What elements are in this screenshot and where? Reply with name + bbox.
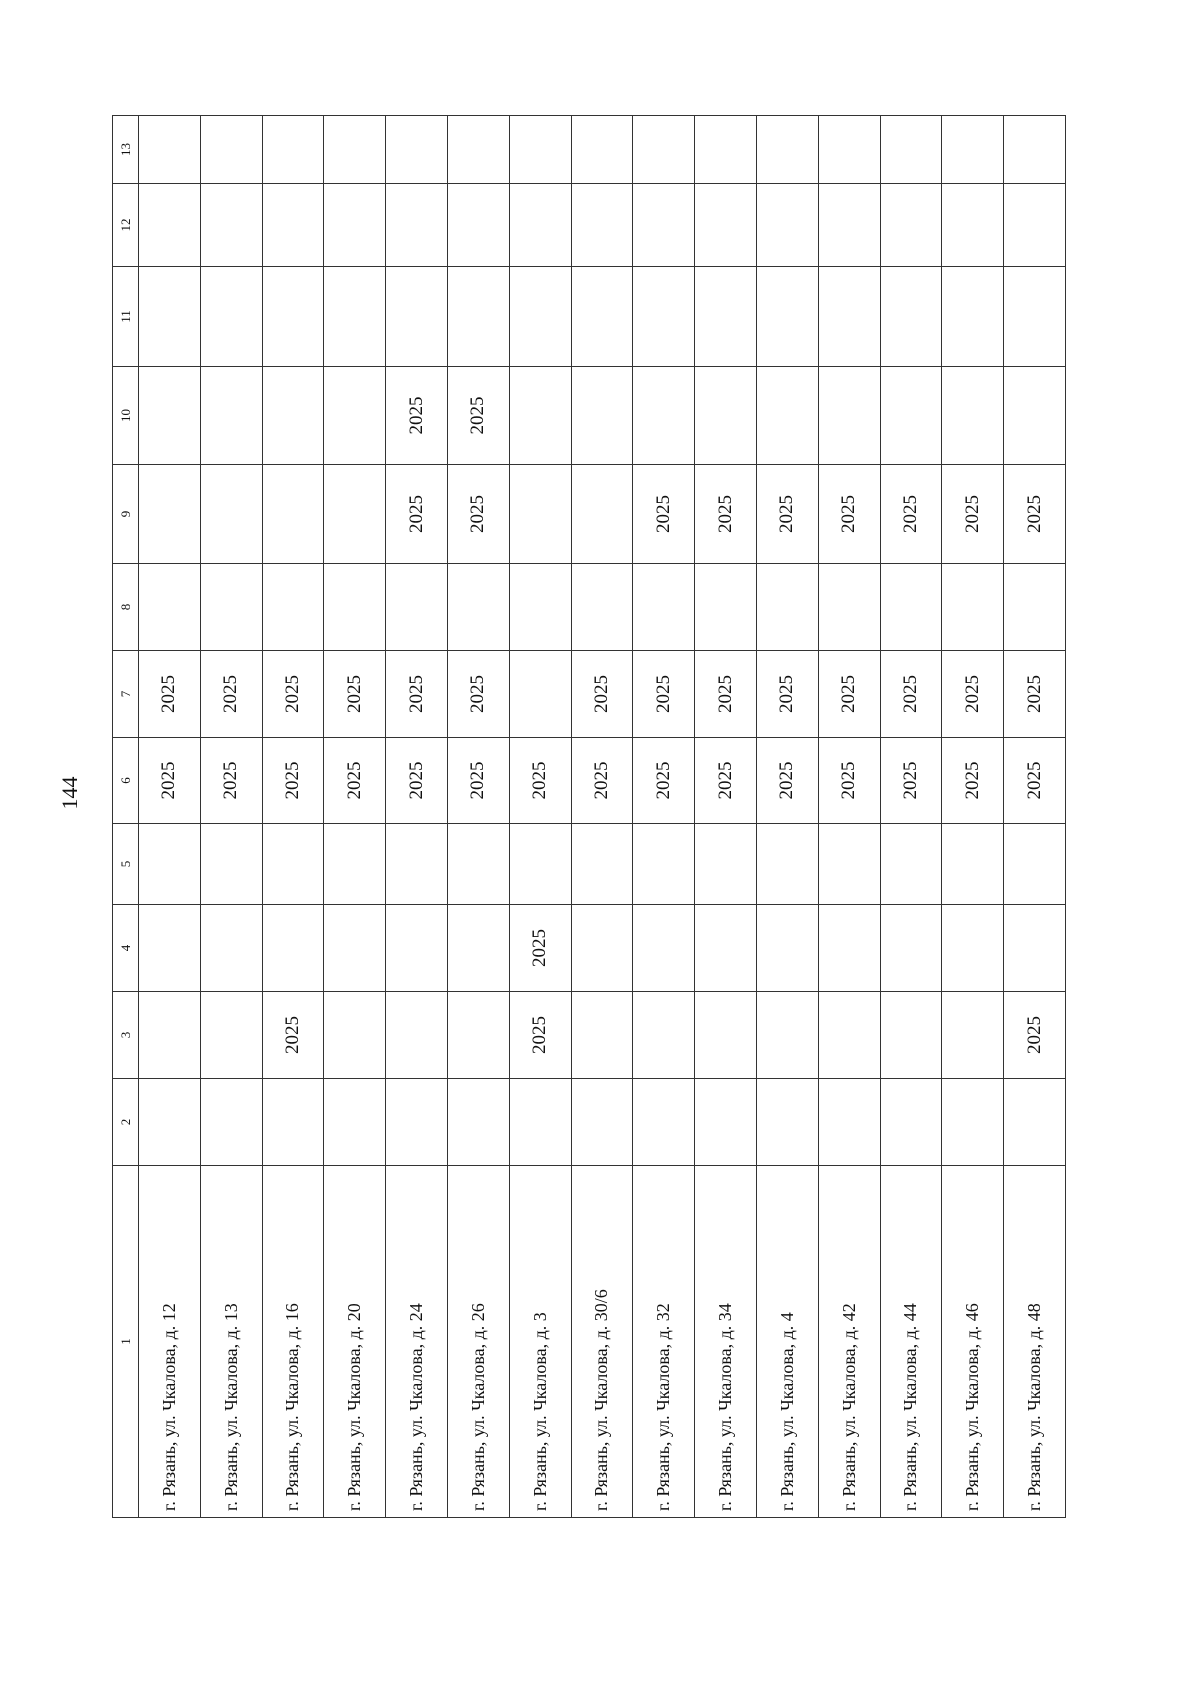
year-cell-col-2 <box>262 1079 324 1166</box>
year-cell-col-4 <box>200 905 262 992</box>
table-row <box>818 116 880 1518</box>
year-cell-col-6: 2025 <box>633 738 695 824</box>
year-cell-col-10 <box>633 367 695 465</box>
year-cell-col-6: 2025 <box>942 738 1004 824</box>
address-cell: г. Рязань, ул. Чкалова, д. 3 <box>509 1166 571 1518</box>
year-cell-col-13 <box>695 116 757 184</box>
column-header-2: 2 <box>113 1079 139 1166</box>
year-cell-col-12 <box>262 184 324 267</box>
year-cell-col-3: 2025 <box>262 992 324 1079</box>
year-cell-col-12 <box>509 184 571 267</box>
column-header-11: 11 <box>113 267 139 367</box>
year-cell-col-13 <box>571 116 633 184</box>
year-cell-col-7: 2025 <box>818 651 880 738</box>
year-cell-col-5 <box>756 824 818 905</box>
year-cell-col-6: 2025 <box>880 738 942 824</box>
year-cell-col-9 <box>324 465 386 564</box>
year-cell-col-13 <box>509 116 571 184</box>
year-cell-col-3: 2025 <box>509 992 571 1079</box>
year-cell-col-6: 2025 <box>509 738 571 824</box>
year-cell-col-5 <box>262 824 324 905</box>
year-cell-col-7: 2025 <box>571 651 633 738</box>
address-cell: г. Рязань, ул. Чкалова, д. 46 <box>942 1166 1004 1518</box>
year-cell-col-4 <box>262 905 324 992</box>
year-cell-col-9: 2025 <box>942 465 1004 564</box>
year-cell-col-13 <box>880 116 942 184</box>
year-cell-col-13 <box>139 116 201 184</box>
year-cell-col-12 <box>942 184 1004 267</box>
year-cell-col-7: 2025 <box>695 651 757 738</box>
year-cell-col-9: 2025 <box>1004 465 1066 564</box>
column-header-10: 10 <box>113 367 139 465</box>
year-cell-col-10 <box>756 367 818 465</box>
year-cell-col-10 <box>324 367 386 465</box>
address-cell: г. Рязань, ул. Чкалова, д. 30/6 <box>571 1166 633 1518</box>
column-header-3: 3 <box>113 992 139 1079</box>
year-cell-col-2 <box>880 1079 942 1166</box>
year-cell-col-3 <box>571 992 633 1079</box>
year-cell-col-2 <box>324 1079 386 1166</box>
table-body <box>139 116 1066 1518</box>
year-cell-col-12 <box>633 184 695 267</box>
year-cell-col-11 <box>756 267 818 367</box>
table-row <box>509 116 571 1518</box>
schedule-table <box>112 115 1066 1518</box>
year-cell-col-6: 2025 <box>200 738 262 824</box>
year-cell-col-9 <box>509 465 571 564</box>
year-cell-col-6: 2025 <box>695 738 757 824</box>
year-cell-col-6: 2025 <box>447 738 509 824</box>
column-header-9: 9 <box>113 465 139 564</box>
year-cell-col-10 <box>695 367 757 465</box>
year-cell-col-5 <box>200 824 262 905</box>
year-cell-col-11 <box>447 267 509 367</box>
column-header-7: 7 <box>113 651 139 738</box>
year-cell-col-7: 2025 <box>447 651 509 738</box>
year-cell-col-7: 2025 <box>1004 651 1066 738</box>
year-cell-col-3 <box>942 992 1004 1079</box>
page-number-text: 144 <box>57 776 82 810</box>
year-cell-col-7: 2025 <box>880 651 942 738</box>
table-row <box>139 116 201 1518</box>
year-cell-col-10: 2025 <box>447 367 509 465</box>
year-cell-col-2 <box>756 1079 818 1166</box>
year-cell-col-12 <box>1004 184 1066 267</box>
year-cell-col-2 <box>818 1079 880 1166</box>
year-cell-col-8 <box>633 564 695 651</box>
table-row <box>386 116 448 1518</box>
year-cell-col-8 <box>447 564 509 651</box>
year-cell-col-11 <box>324 267 386 367</box>
year-cell-col-2 <box>447 1079 509 1166</box>
year-cell-col-11 <box>695 267 757 367</box>
year-cell-col-3 <box>200 992 262 1079</box>
year-cell-col-5 <box>633 824 695 905</box>
year-cell-col-9: 2025 <box>447 465 509 564</box>
year-cell-col-5 <box>818 824 880 905</box>
year-cell-col-12 <box>324 184 386 267</box>
year-cell-col-7 <box>509 651 571 738</box>
year-cell-col-13 <box>633 116 695 184</box>
year-cell-col-10 <box>880 367 942 465</box>
year-cell-col-4 <box>1004 905 1066 992</box>
year-cell-col-7: 2025 <box>633 651 695 738</box>
year-cell-col-8 <box>818 564 880 651</box>
year-cell-col-11 <box>200 267 262 367</box>
year-cell-col-2 <box>633 1079 695 1166</box>
address-cell: г. Рязань, ул. Чкалова, д. 34 <box>695 1166 757 1518</box>
year-cell-col-10 <box>139 367 201 465</box>
year-cell-col-4: 2025 <box>509 905 571 992</box>
table-row <box>571 116 633 1518</box>
year-cell-col-13 <box>262 116 324 184</box>
year-cell-col-11 <box>942 267 1004 367</box>
year-cell-col-2 <box>942 1079 1004 1166</box>
column-header-12: 12 <box>113 184 139 267</box>
year-cell-col-7: 2025 <box>262 651 324 738</box>
year-cell-col-4 <box>324 905 386 992</box>
year-cell-col-2 <box>509 1079 571 1166</box>
year-cell-col-11 <box>880 267 942 367</box>
year-cell-col-13 <box>200 116 262 184</box>
year-cell-col-8 <box>262 564 324 651</box>
year-cell-col-11 <box>139 267 201 367</box>
year-cell-col-11 <box>262 267 324 367</box>
year-cell-col-12 <box>756 184 818 267</box>
year-cell-col-11 <box>509 267 571 367</box>
year-cell-col-8 <box>509 564 571 651</box>
year-cell-col-3 <box>695 992 757 1079</box>
column-header-1: 1 <box>113 1166 139 1518</box>
year-cell-col-8 <box>386 564 448 651</box>
year-cell-col-2 <box>1004 1079 1066 1166</box>
year-cell-col-9: 2025 <box>880 465 942 564</box>
year-cell-col-5 <box>695 824 757 905</box>
year-cell-col-13 <box>942 116 1004 184</box>
year-cell-col-3 <box>139 992 201 1079</box>
header-row <box>113 116 139 1518</box>
year-cell-col-10 <box>818 367 880 465</box>
year-cell-col-2 <box>139 1079 201 1166</box>
year-cell-col-6: 2025 <box>262 738 324 824</box>
year-cell-col-8 <box>695 564 757 651</box>
year-cell-col-8 <box>324 564 386 651</box>
table-row <box>880 116 942 1518</box>
year-cell-col-8 <box>880 564 942 651</box>
year-cell-col-10 <box>200 367 262 465</box>
year-cell-col-12 <box>880 184 942 267</box>
year-cell-col-6: 2025 <box>1004 738 1066 824</box>
address-cell: г. Рязань, ул. Чкалова, д. 44 <box>880 1166 942 1518</box>
year-cell-col-4 <box>942 905 1004 992</box>
column-header-13: 13 <box>113 116 139 184</box>
year-cell-col-3 <box>386 992 448 1079</box>
table-row <box>262 116 324 1518</box>
year-cell-col-10 <box>509 367 571 465</box>
year-cell-col-3 <box>324 992 386 1079</box>
year-cell-col-7: 2025 <box>200 651 262 738</box>
table-row <box>324 116 386 1518</box>
year-cell-col-5 <box>386 824 448 905</box>
table-row <box>695 116 757 1518</box>
column-header-5: 5 <box>113 824 139 905</box>
year-cell-col-4 <box>447 905 509 992</box>
year-cell-col-6: 2025 <box>139 738 201 824</box>
year-cell-col-2 <box>695 1079 757 1166</box>
year-cell-col-10 <box>262 367 324 465</box>
year-cell-col-7: 2025 <box>324 651 386 738</box>
year-cell-col-3 <box>756 992 818 1079</box>
year-cell-col-5 <box>139 824 201 905</box>
year-cell-col-11 <box>818 267 880 367</box>
table-row <box>756 116 818 1518</box>
address-cell: г. Рязань, ул. Чкалова, д. 42 <box>818 1166 880 1518</box>
year-cell-col-4 <box>818 905 880 992</box>
year-cell-col-13 <box>756 116 818 184</box>
year-cell-col-9: 2025 <box>695 465 757 564</box>
year-cell-col-6: 2025 <box>571 738 633 824</box>
year-cell-col-13 <box>324 116 386 184</box>
year-cell-col-9 <box>139 465 201 564</box>
year-cell-col-8 <box>1004 564 1066 651</box>
year-cell-col-8 <box>200 564 262 651</box>
year-cell-col-11 <box>1004 267 1066 367</box>
year-cell-col-9: 2025 <box>386 465 448 564</box>
year-cell-col-5 <box>880 824 942 905</box>
year-cell-col-4 <box>571 905 633 992</box>
year-cell-col-13 <box>1004 116 1066 184</box>
year-cell-col-6: 2025 <box>818 738 880 824</box>
year-cell-col-4 <box>386 905 448 992</box>
year-cell-col-4 <box>633 905 695 992</box>
year-cell-col-12 <box>139 184 201 267</box>
year-cell-col-6: 2025 <box>324 738 386 824</box>
column-header-8: 8 <box>113 564 139 651</box>
year-cell-col-5 <box>571 824 633 905</box>
table-row <box>1004 116 1066 1518</box>
year-cell-col-8 <box>756 564 818 651</box>
year-cell-col-5 <box>942 824 1004 905</box>
year-cell-col-9 <box>571 465 633 564</box>
year-cell-col-5 <box>509 824 571 905</box>
year-cell-col-5 <box>447 824 509 905</box>
year-cell-col-12 <box>818 184 880 267</box>
year-cell-col-3: 2025 <box>1004 992 1066 1079</box>
year-cell-col-9 <box>200 465 262 564</box>
column-header-6: 6 <box>113 738 139 824</box>
year-cell-col-5 <box>1004 824 1066 905</box>
address-cell: г. Рязань, ул. Чкалова, д. 26 <box>447 1166 509 1518</box>
year-cell-col-2 <box>386 1079 448 1166</box>
address-cell: г. Рязань, ул. Чкалова, д. 13 <box>200 1166 262 1518</box>
year-cell-col-4 <box>880 905 942 992</box>
year-cell-col-10 <box>571 367 633 465</box>
year-cell-col-7: 2025 <box>139 651 201 738</box>
year-cell-col-7: 2025 <box>756 651 818 738</box>
table-row <box>200 116 262 1518</box>
year-cell-col-3 <box>818 992 880 1079</box>
year-cell-col-2 <box>571 1079 633 1166</box>
address-cell: г. Рязань, ул. Чкалова, д. 32 <box>633 1166 695 1518</box>
table-row <box>942 116 1004 1518</box>
year-cell-col-9: 2025 <box>756 465 818 564</box>
year-cell-col-3 <box>633 992 695 1079</box>
address-cell: г. Рязань, ул. Чкалова, д. 16 <box>262 1166 324 1518</box>
year-cell-col-12 <box>571 184 633 267</box>
year-cell-col-13 <box>386 116 448 184</box>
year-cell-col-9: 2025 <box>633 465 695 564</box>
year-cell-col-7: 2025 <box>386 651 448 738</box>
year-cell-col-12 <box>386 184 448 267</box>
year-cell-col-3 <box>447 992 509 1079</box>
year-cell-col-8 <box>139 564 201 651</box>
year-cell-col-9 <box>262 465 324 564</box>
year-cell-col-6: 2025 <box>756 738 818 824</box>
year-cell-col-11 <box>633 267 695 367</box>
table-header <box>113 116 139 1518</box>
table-row <box>633 116 695 1518</box>
address-cell: г. Рязань, ул. Чкалова, д. 12 <box>139 1166 201 1518</box>
year-cell-col-7: 2025 <box>942 651 1004 738</box>
address-cell: г. Рязань, ул. Чкалова, д. 20 <box>324 1166 386 1518</box>
year-cell-col-13 <box>818 116 880 184</box>
address-cell: г. Рязань, ул. Чкалова, д. 48 <box>1004 1166 1066 1518</box>
year-cell-col-3 <box>880 992 942 1079</box>
year-cell-col-12 <box>200 184 262 267</box>
year-cell-col-13 <box>447 116 509 184</box>
address-cell: г. Рязань, ул. Чкалова, д. 4 <box>756 1166 818 1518</box>
year-cell-col-12 <box>695 184 757 267</box>
year-cell-col-8 <box>571 564 633 651</box>
year-cell-col-10 <box>1004 367 1066 465</box>
year-cell-col-12 <box>447 184 509 267</box>
column-header-4: 4 <box>113 905 139 992</box>
year-cell-col-10 <box>942 367 1004 465</box>
year-cell-col-4 <box>139 905 201 992</box>
year-cell-col-9: 2025 <box>818 465 880 564</box>
page-number <box>50 773 90 813</box>
rotated-table-wrapper <box>112 116 1066 1518</box>
year-cell-col-5 <box>324 824 386 905</box>
year-cell-col-6: 2025 <box>386 738 448 824</box>
year-cell-col-11 <box>571 267 633 367</box>
address-cell: г. Рязань, ул. Чкалова, д. 24 <box>386 1166 448 1518</box>
year-cell-col-11 <box>386 267 448 367</box>
year-cell-col-8 <box>942 564 1004 651</box>
table-row <box>447 116 509 1518</box>
year-cell-col-4 <box>756 905 818 992</box>
year-cell-col-10: 2025 <box>386 367 448 465</box>
year-cell-col-2 <box>200 1079 262 1166</box>
year-cell-col-4 <box>695 905 757 992</box>
